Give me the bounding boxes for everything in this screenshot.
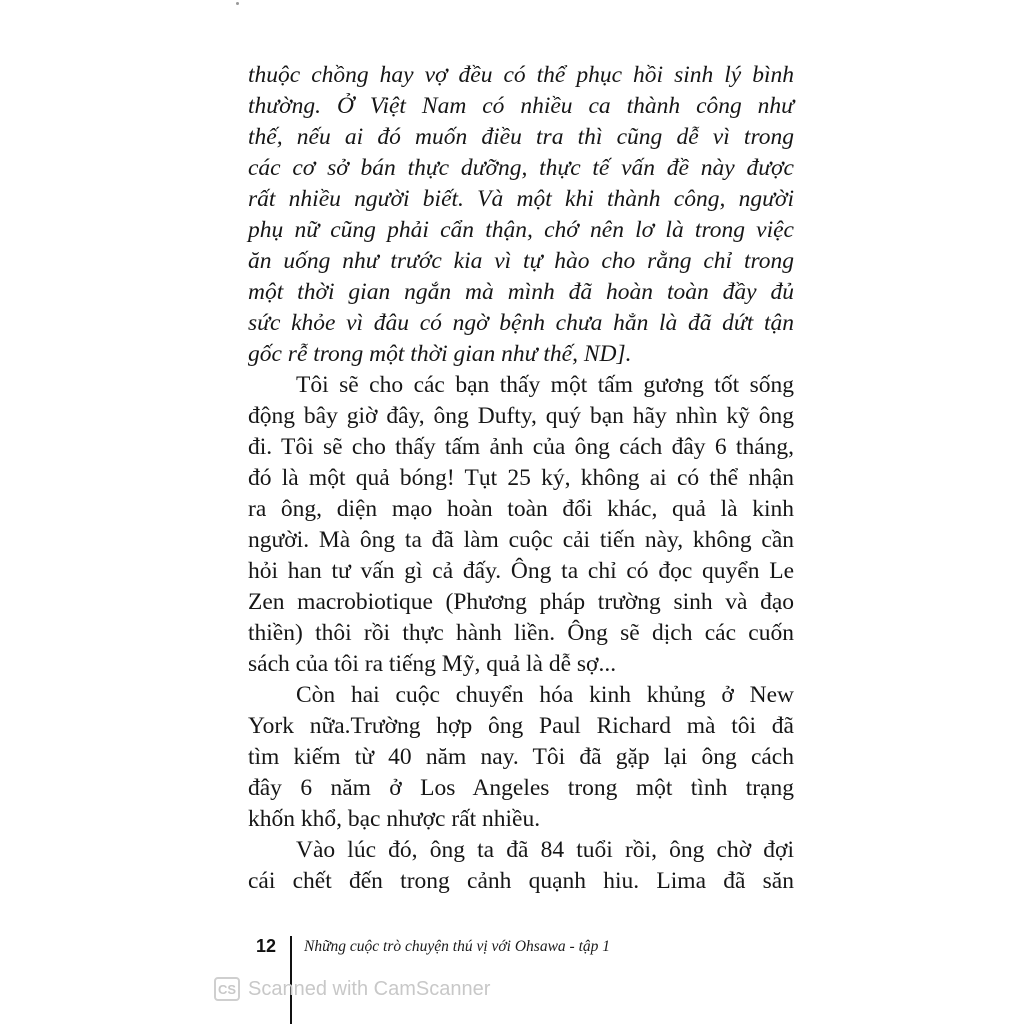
running-title: Những cuộc trò chuyện thú vị với Ohsawa - tập 1 xyxy=(304,938,611,955)
text-line: đi. Tôi sẽ cho thấy tấm ảnh của ông cách đây 6 tháng, xyxy=(248,434,794,460)
paragraph-translator-note xyxy=(248,60,794,370)
body-text xyxy=(248,60,794,897)
paragraph-lima xyxy=(248,835,794,897)
text-line: gốc rễ trong một thời gian như thế, ND]. xyxy=(248,341,632,367)
text-line: sức khỏe vì đâu có ngờ bệnh chưa hẳn là đã dứt tận xyxy=(248,310,794,336)
text-line: đây 6 năm ở Los Angeles trong một tình trạng xyxy=(248,775,794,801)
text-line: thường. Ở Việt Nam có nhiều ca thành công như xyxy=(248,93,794,119)
camscanner-logo-icon: CS xyxy=(214,977,240,1001)
text-line: người. Mà ông ta đã làm cuộc cải tiến này, không cần xyxy=(248,527,794,553)
text-line: sách của tôi ra tiếng Mỹ, quả là dễ sợ... xyxy=(248,651,617,677)
text-line: tìm kiếm từ 40 năm nay. Tôi đã gặp lại ông cách xyxy=(248,744,794,770)
text-line: phụ nữ cũng phải cẩn thận, chớ nên lơ là trong việc xyxy=(248,217,794,243)
text-line: Vào lúc đó, ông ta đã 84 tuổi rồi, ông chờ đợi xyxy=(296,837,794,863)
text-line: thiền) thôi rồi thực hành liền. Ông sẽ dịch các cuốn xyxy=(248,620,794,646)
text-line: Tôi sẽ cho các bạn thấy một tấm gương tốt sống xyxy=(296,372,794,398)
paragraph-new-york xyxy=(248,680,794,835)
text-line: ăn uống như trước kia vì tự hào cho rằng chỉ trong xyxy=(248,248,794,274)
text-line: một thời gian ngắn mà mình đã hoàn toàn đầy đủ xyxy=(248,279,794,305)
text-line: các cơ sở bán thực dưỡng, thực tế vấn đề này được xyxy=(248,155,794,181)
text-line: ra ông, diện mạo hoàn toàn đổi khác, quả là kinh xyxy=(248,496,794,522)
text-line: thế, nếu ai đó muốn điều tra thì cũng dễ vì trong xyxy=(248,124,794,150)
page-number: 12 xyxy=(256,936,277,956)
text-line: thuộc chồng hay vợ đều có thể phục hồi sinh lý bình xyxy=(248,62,794,88)
text-line: hỏi han tư vấn gì cả đấy. Ông ta chỉ có đọc quyển Le xyxy=(248,558,794,584)
text-line: rất nhiều người biết. Và một khi thành công, người xyxy=(248,186,794,212)
scan-speck xyxy=(236,2,239,5)
camscanner-watermark xyxy=(214,974,490,1004)
text-line: động bây giờ đây, ông Dufty, quý bạn hãy nhìn kỹ ông xyxy=(248,403,794,429)
text-line: Zen macrobiotique (Phương pháp trường sinh và đạo xyxy=(248,589,794,615)
page-footer xyxy=(248,934,808,964)
text-line: York nữa.Trường hợp ông Paul Richard mà tôi đã xyxy=(248,713,794,739)
text-line: Còn hai cuộc chuyển hóa kinh khủng ở New xyxy=(296,682,794,708)
watermark-text: Scanned with CamScanner xyxy=(248,977,491,1000)
text-line: đó là một quả bóng! Tụt 25 ký, không ai có thể nhận xyxy=(248,465,794,491)
text-line: khốn khổ, bạc nhược rất nhiều. xyxy=(248,806,541,832)
paragraph-dufty xyxy=(248,370,794,680)
text-line: cái chết đến trong cảnh quạnh hiu. Lima đã săn xyxy=(248,868,794,894)
